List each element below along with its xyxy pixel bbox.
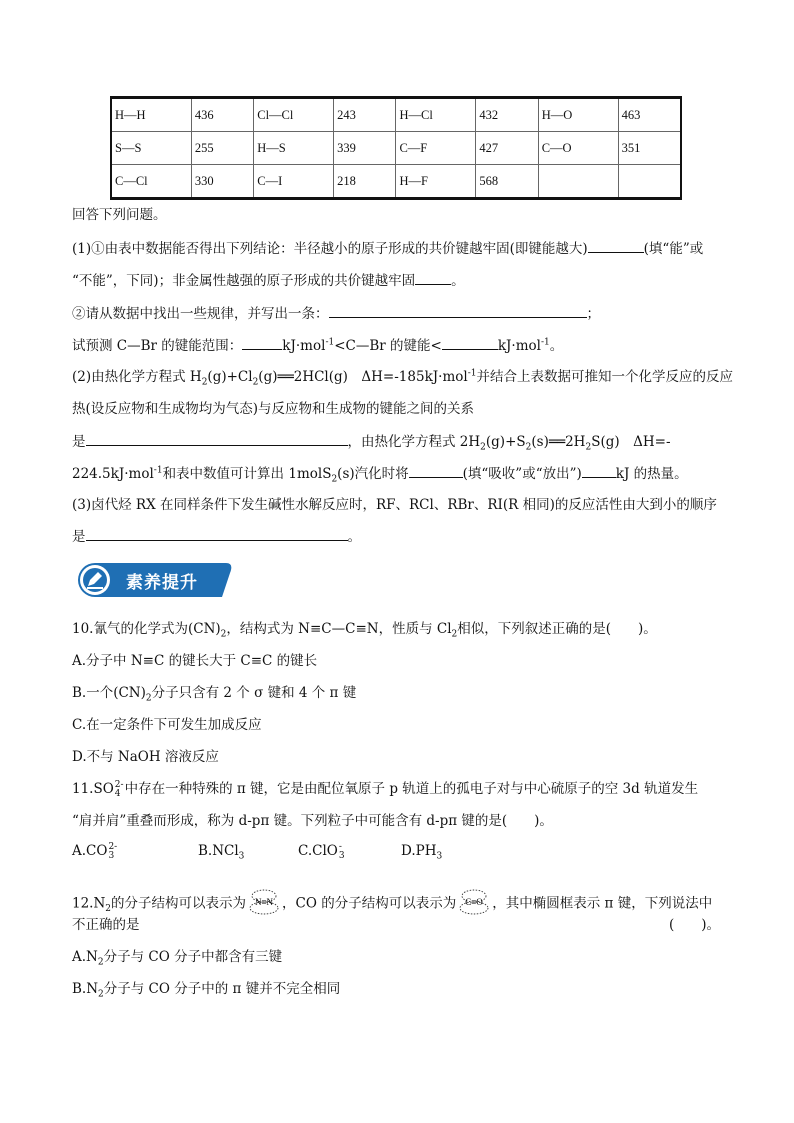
q2-line2: 热(设反应物和生成物均为气态)与反应物和生成物的键能之间的关系	[72, 401, 475, 417]
q1-line1: (1)①由表中数据能否得出下列结论：半径越小的原子形成的共价键越牢固(即键能越大) (填“能”或	[72, 238, 720, 259]
answer-blank[interactable]	[86, 431, 348, 446]
table-row	[111, 165, 681, 199]
section-banner	[76, 561, 234, 599]
bond-energy-cell: 218	[334, 165, 396, 199]
answer-blank[interactable]	[588, 238, 644, 253]
q12-stem-2: 不正确的是 ( )。	[72, 917, 720, 933]
q3-line2: 是 。	[72, 526, 720, 547]
q11-stem-2: “肩并肩”重叠而形成，称为 d-pπ 键。下列粒子中可能含有 d-pπ 键的是( )。	[72, 813, 553, 829]
bond-energy-table	[110, 96, 682, 200]
answer-blank[interactable]	[582, 463, 616, 478]
q1-line2: “不能”，下同)；非金属性越强的原子形成的共价键越牢固 。	[72, 270, 720, 291]
answer-blank[interactable]	[242, 335, 282, 350]
bond-name-cell: H—H	[111, 98, 191, 132]
bond-energy-cell: 339	[334, 132, 396, 165]
q2-line1: (2)由热化学方程式 $H_2(g)+Cl_2(g)══2HCl(g)$ ΔH=-185kJ·mol$^{-1}$并结合上表数据可推知一个化学反应的反应	[72, 368, 733, 388]
table-row	[111, 132, 681, 165]
bond-energy-cell: 330	[191, 165, 253, 199]
bond-energy-cell: 427	[476, 132, 538, 165]
q2-line4: 224.5kJ·mol$^{-1}$和表中数值可计算出 1molS$_2$(s)汽化时将 (填“吸收”或“放出”) kJ 的热量。	[72, 463, 720, 484]
q2-line3: 是 ，由热化学方程式 $2H_2(g)+S_2(s)══2H_2S(g)$ ΔH=-	[72, 431, 720, 452]
bond-name-cell: H—S	[254, 132, 334, 165]
bond-name-cell: H—Cl	[396, 98, 476, 132]
q1-line3: ②请从数据中找出一些规律，并写出一条： ；	[72, 303, 720, 324]
bond-energy-cell: 463	[618, 98, 681, 132]
bond-name-cell: C—Cl	[111, 165, 191, 199]
n2-structure-label: N≡N	[254, 897, 274, 907]
q10-option-d[interactable]: D.不与 NaOH 溶液反应	[72, 749, 219, 765]
q12-option-a[interactable]: $A.N_2$分子与 CO 分子中都含有三键	[72, 949, 283, 968]
bond-name-cell: C—I	[254, 165, 334, 199]
bond-energy-cell	[618, 165, 681, 199]
answer-blank[interactable]	[409, 463, 463, 478]
answer-blank[interactable]	[329, 303, 587, 318]
bond-energy-cell: 243	[334, 98, 396, 132]
bond-energy-cell: 432	[476, 98, 538, 132]
bond-energy-cell: 351	[618, 132, 681, 165]
bond-name-cell: C—O	[538, 132, 618, 165]
q3-line1: (3)卤代烃 RX 在同样条件下发生碱性水解反应时，RF、RCl、RBr、RI(R 相同)的反应活性由大到小的顺序	[72, 497, 717, 513]
q10-option-c[interactable]: C.在一定条件下可发生加成反应	[72, 717, 262, 733]
q11-stem-1: 11.SO 2- 4 中存在一种特殊的 π 键，它是由配位氧原子 p 轨道上的孤电子对与中心硫原子的空 3d 轨道发生	[72, 779, 699, 799]
bond-name-cell: C—F	[396, 132, 476, 165]
bond-name-cell: H—O	[538, 98, 618, 132]
bond-name-cell	[538, 165, 618, 199]
bond-energy-cell: 568	[476, 165, 538, 199]
q12-stem-1: $12.N_2$的分子结构可以表示为 N≡N ，CO 的分子结构可以表示为 C≡O ，其中椭圆框表示 π 键，下列说法中	[72, 887, 720, 921]
bond-energy-cell: 436	[191, 98, 253, 132]
q1-line4: 试预测 C—Br 的键能范围： kJ·mol$^{-1}$<C—Br 的键能< kJ·mol$^{-1}$。	[72, 335, 720, 356]
q11-option-a[interactable]: A.CO 2- 3	[72, 841, 118, 861]
q10-stem: 10.氰气的化学式为$(CN)_2$，结构式为 N≡C—C≡N，性质与 $Cl_2$相似，下列叙述正确的是( )。	[72, 621, 657, 640]
table-row	[111, 98, 681, 132]
q10-option-a[interactable]: A.分子中 N≡C 的键长大于 C≡C 的键长	[72, 653, 318, 669]
q10-option-b[interactable]: B.一个$(CN)_2$分子只含有 2 个 σ 键和 4 个 π 键	[72, 685, 357, 704]
co-structure-label: C≡O	[465, 897, 484, 907]
answer-blank[interactable]	[442, 335, 498, 350]
answer-blank[interactable]	[415, 270, 451, 285]
q12-option-b[interactable]: $B.N_2$分子与 CO 分子中的 π 键并不完全相同	[72, 981, 341, 1000]
bond-name-cell: H—F	[396, 165, 476, 199]
answer-blank[interactable]	[86, 526, 348, 541]
bond-name-cell: Cl—Cl	[254, 98, 334, 132]
q11-option-c[interactable]: C.ClO - 3	[298, 841, 345, 861]
bond-energy-cell: 255	[191, 132, 253, 165]
q11-option-d[interactable]: $D.PH_3$	[401, 843, 443, 862]
bond-name-cell: S—S	[111, 132, 191, 165]
intro-text: 回答下列问题。	[72, 207, 167, 223]
banner-title: 素养提升	[126, 573, 198, 593]
q11-option-b[interactable]: B.NCl$_3$	[198, 843, 245, 862]
